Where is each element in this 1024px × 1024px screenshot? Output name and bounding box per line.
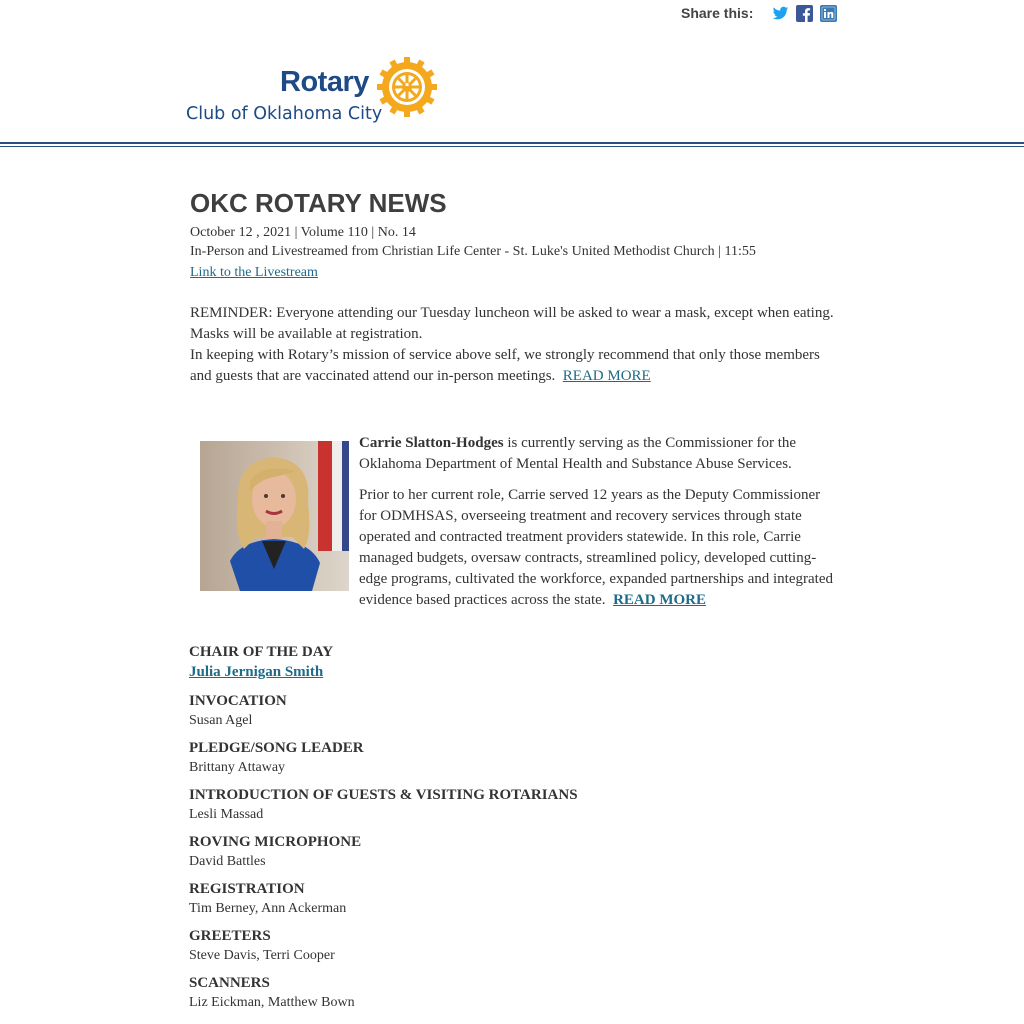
- speaker-background: [359, 485, 837, 611]
- share-bar: [681, 3, 837, 23]
- role-item: [189, 833, 578, 871]
- role-name: Brittany Attaway: [189, 760, 286, 775]
- speaker-bio: [359, 433, 837, 621]
- facebook-icon[interactable]: [796, 5, 813, 22]
- logo-club-text: Club of Oklahoma City: [186, 104, 383, 124]
- speaker-name: Carrie Slatton-Hodges: [359, 435, 504, 451]
- livestream-link[interactable]: Link to the Livestream: [190, 265, 318, 280]
- role-title: GREETERS: [189, 928, 271, 944]
- role-title: REGISTRATION: [189, 881, 305, 897]
- role-item: [189, 974, 578, 1012]
- role-item: [189, 739, 578, 777]
- chair-title: CHAIR OF THE DAY: [189, 644, 334, 660]
- speaker-intro-text: is currently serving as the Commissioner for the Oklahoma Department of Mental Health and Substance Abuse Services.: [359, 435, 797, 472]
- meeting-location: In-Person and Livestreamed from Christian Life Center - St. Luke's United Methodist Church | 11:55: [190, 244, 756, 259]
- role-name: Liz Eickman, Matthew Bown: [189, 995, 355, 1010]
- vaccination-text: [190, 345, 835, 387]
- speaker-photo: [200, 441, 349, 591]
- logo-rotary-text: Rotary: [280, 66, 369, 98]
- reminder-read-more-link[interactable]: READ MORE: [562, 368, 651, 384]
- twitter-icon[interactable]: [772, 5, 789, 22]
- header-divider-bottom: [0, 146, 1024, 147]
- role-item: [189, 880, 578, 918]
- speaker-read-more-link[interactable]: READ MORE: [613, 592, 706, 608]
- role-name: Lesli Massad: [189, 807, 264, 822]
- role-item: [189, 927, 578, 965]
- role-title: INVOCATION: [189, 693, 287, 709]
- role-item: [189, 786, 578, 824]
- newsletter-title: OKC ROTARY NEWS: [190, 188, 447, 218]
- role-name: Susan Agel: [189, 713, 253, 728]
- rotary-logo[interactable]: [186, 56, 438, 128]
- chair-name-link[interactable]: Julia Jernigan Smith: [189, 664, 324, 680]
- role-title: ROVING MICROPHONE: [189, 834, 362, 850]
- role-item: [189, 692, 578, 730]
- role-title: PLEDGE/SONG LEADER: [189, 740, 364, 756]
- rotary-wheel-icon: [376, 56, 438, 118]
- vaccination-body: In keeping with Rotary’s mission of service above self, we strongly recommend that only those members and guests that are vaccinated attend our in-person meetings.: [190, 347, 820, 384]
- issue-date-volume: October 12 , 2021 | Volume 110 | No. 14: [190, 225, 416, 240]
- role-chair: [189, 643, 578, 683]
- header-divider-top: [0, 142, 1024, 144]
- role-name: Tim Berney, Ann Ackerman: [189, 901, 347, 916]
- linkedin-icon[interactable]: [820, 5, 837, 22]
- speaker-intro: [359, 433, 837, 475]
- role-title: INTRODUCTION OF GUESTS & VISITING ROTARIANS: [189, 787, 578, 803]
- speaker-bio-text: Prior to her current role, Carrie served 12 years as the Deputy Commissioner for ODMHSAS, overseeing treatment and recovery services through state operated and contracted treatment providers statewide. In this role, Carrie managed budgets, oversaw contracts, streamlined policy, developed cutting-edge programs, cultivated the workforce, expanded partnerships and integrated evidence based practices across the state.: [359, 487, 833, 608]
- role-name: David Battles: [189, 854, 266, 869]
- share-label: Share this:: [681, 5, 754, 21]
- meeting-roles: [189, 643, 578, 1021]
- role-title: SCANNERS: [189, 975, 270, 991]
- reminder-section: [190, 303, 835, 387]
- role-name: Steve Davis, Terri Cooper: [189, 948, 335, 963]
- reminder-text: REMINDER: Everyone attending our Tuesday luncheon will be asked to wear a mask, except when eating. Masks will be available at registration.: [190, 305, 834, 342]
